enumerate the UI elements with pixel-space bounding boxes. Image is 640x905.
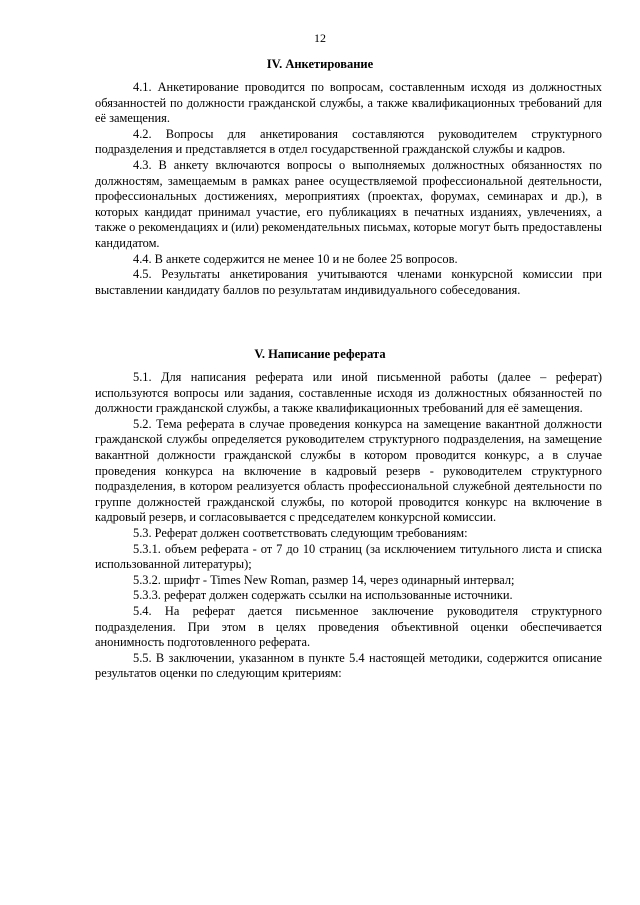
paragraph-5-4: 5.4. На реферат дается письменное заключение руководителя структурного подразделения. При этом в целях проведения объективной оценки обеспечивается анонимность подготовленного реферата. <box>95 603 602 650</box>
section-4-body <box>95 80 602 298</box>
section-5-body <box>95 370 602 682</box>
paragraph-5-3: 5.3. Реферат должен соответствовать следующим требованиям: <box>133 525 468 540</box>
paragraph-5-3-1: 5.3.1. объем реферата - от 7 до 10 страниц (за исключением титульного листа и списка использованной литературы); <box>95 541 602 572</box>
paragraph-4-5: 4.5. Результаты анкетирования учитываются членами конкурсной комиссии при выставлении кандидату баллов по результатам индивидуального собеседования. <box>95 267 602 297</box>
paragraph-5-1: 5.1. Для написания реферата или иной письменной работы (далее – реферат) используются вопросы или задания, составленные исходя из должностных обязанностей по должности гражданской службы, а также квалификационных требований для её замещения. <box>95 370 602 416</box>
section-title-5: V. Написание реферата <box>254 347 386 361</box>
paragraph-5-2: 5.2. Тема реферата в случае проведения конкурса на замещение вакантной должности гражданской службы определяется руководителем структурного подразделения, на замещение вакантной должности гражданской службы в котором проводится конкурс, а в случае проведения конкурса на включение в кадровый резерв - руководителем структурного подразделения, в котором реализуется область профессиональной служебной деятельности по группе должностей гражданской службы, по которой проводится конкурс на включение в кадровый резерв, и согласовывается с председателем конкурсной комиссии. <box>95 416 602 525</box>
paragraph-5-3-2: 5.3.2. шрифт - Times New Roman, размер 14, через одинарный интервал; <box>133 572 515 587</box>
page-number: 12 <box>314 31 326 45</box>
paragraph-4-2: 4.2. Вопросы для анкетирования составляются руководителем структурного подразделения и представляется в отдел государственной гражданской службы и кадров. <box>95 126 602 157</box>
paragraph-4-1: 4.1. Анкетирование проводится по вопросам, составленным исходя из должностных обязанностей по должности гражданской службы, а также квалификационных требований для её замещения. <box>95 80 602 126</box>
paragraph-4-3: 4.3. В анкету включаются вопросы о выполняемых должностных обязанностях по должностям, замещаемым в рамках ранее осуществляемой профессиональной деятельности, профессиональных достижениях, мероприятиях (проектах, форумах, семинарах и др.), в которых кандидат принимал участие, его публикациях в печатных изданиях, увлечениях, а также о рекомендациях и (или) рекомендательных письмах, которые могут быть предоставлены кандидатом. <box>95 157 602 250</box>
section-title-4: IV. Анкетирование <box>266 57 374 71</box>
paragraph-5-3-3: 5.3.3. реферат должен содержать ссылки на использованные источники. <box>133 588 513 603</box>
paragraph-4-4: 4.4. В анкете содержится не менее 10 и не более 25 вопросов. <box>133 251 458 266</box>
paragraph-5-5: 5.5. В заключении, указанном в пункте 5.4 настоящей методики, содержится описание результатов оценки по следующим критериям: <box>95 650 602 681</box>
